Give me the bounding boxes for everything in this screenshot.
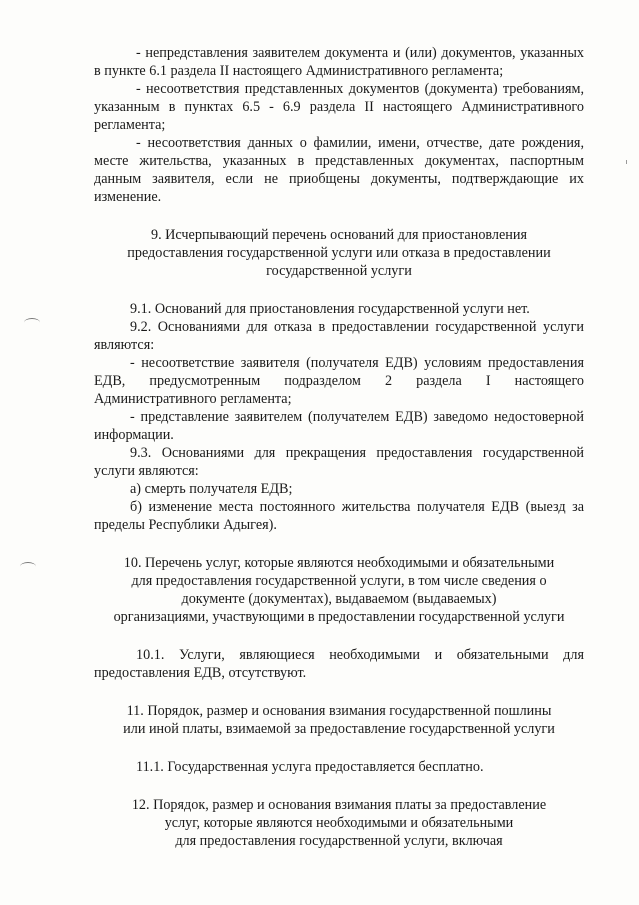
section-heading-line: предоставления государственной услуги или отказа в предоставлении [127, 245, 551, 261]
section-heading [94, 796, 584, 850]
paragraph: - несоответствия данных о фамилии, имени, отчестве, дате рождения, месте жительства, указанных в представленных документах, паспортным данным заявителя, если не приобщены документы, подтверждающие их изменение. [94, 135, 584, 205]
spacer [94, 534, 584, 554]
section-heading-line: для предоставления государственной услуги, в том числе сведения о [131, 573, 547, 589]
section-heading-line: или иной платы, взимаемой за предоставление государственной услуги [123, 721, 555, 737]
paragraph: а) смерть получателя ЕДВ; [130, 481, 293, 497]
section-heading-line: 10. Перечень услуг, которые являются необходимыми и обязательными [123, 555, 555, 571]
spacer [94, 206, 584, 226]
section-heading [94, 702, 584, 738]
section-heading-line: организациями, участвующими в предоставлении государственной услуги [113, 609, 565, 625]
paragraph: 11.1. Государственная услуга предоставляется бесплатно. [136, 759, 484, 775]
section-heading-line: для предоставления государственной услуги, включая [175, 833, 503, 849]
section-heading-line: 12. Порядок, размер и основания взимания платы за предоставление [131, 797, 547, 813]
paragraph: - непредставления заявителем документа и (или) документов, указанных в пункте 6.1 раздела II настоящего Административного регламента; [94, 45, 584, 79]
section-heading-line: услуг, которые являются необходимыми и обязательными [164, 815, 514, 831]
spacer [94, 280, 584, 300]
paragraph: - представление заявителем (получателем ЕДВ) заведомо недостоверной информации. [94, 409, 584, 443]
spacer [94, 626, 584, 646]
section-heading-line: 9. Исчерпывающий перечень оснований для приостановления [150, 227, 528, 243]
section-heading [94, 554, 584, 626]
spacer [94, 682, 584, 702]
section-heading-line: государственной услуги [266, 263, 412, 279]
paragraph: - несоответствие заявителя (получателя ЕДВ) условиям предоставления ЕДВ, предусмотренным подразделом 2 раздела I настоящего Административного регламента; [94, 355, 584, 407]
section-heading-line: документе (документах), выдаваемом (выдаваемых) [181, 591, 497, 607]
punch-hole-mark-bottom [20, 562, 36, 571]
spacer [94, 776, 584, 796]
paragraph: б) изменение места постоянного жительства получателя ЕДВ (выезд за пределы Республики Адыгея). [94, 499, 584, 533]
paragraph: - несоответствия представленных документов (документа) требованиям, указанным в пунктах 6.5 - 6.9 раздела II настоящего Административного регламента; [94, 81, 584, 133]
margin-tick [626, 160, 627, 164]
section-heading [94, 226, 584, 280]
document-page [94, 44, 584, 850]
paragraph: 9.3. Основаниями для прекращения предоставления государственной услуги являются: [94, 445, 584, 479]
paragraph: 9.2. Основаниями для отказа в предоставлении государственной услуги являются: [94, 319, 584, 353]
paragraph: 10.1. Услуги, являющиеся необходимыми и обязательными для предоставления ЕДВ, отсутствуют. [94, 647, 584, 681]
section-heading-line: 11. Порядок, размер и основания взимания государственной пошлины [126, 703, 552, 719]
spacer [94, 738, 584, 758]
paragraph: 9.1. Оснований для приостановления государственной услуги нет. [130, 301, 530, 317]
punch-hole-mark-top [24, 318, 40, 327]
